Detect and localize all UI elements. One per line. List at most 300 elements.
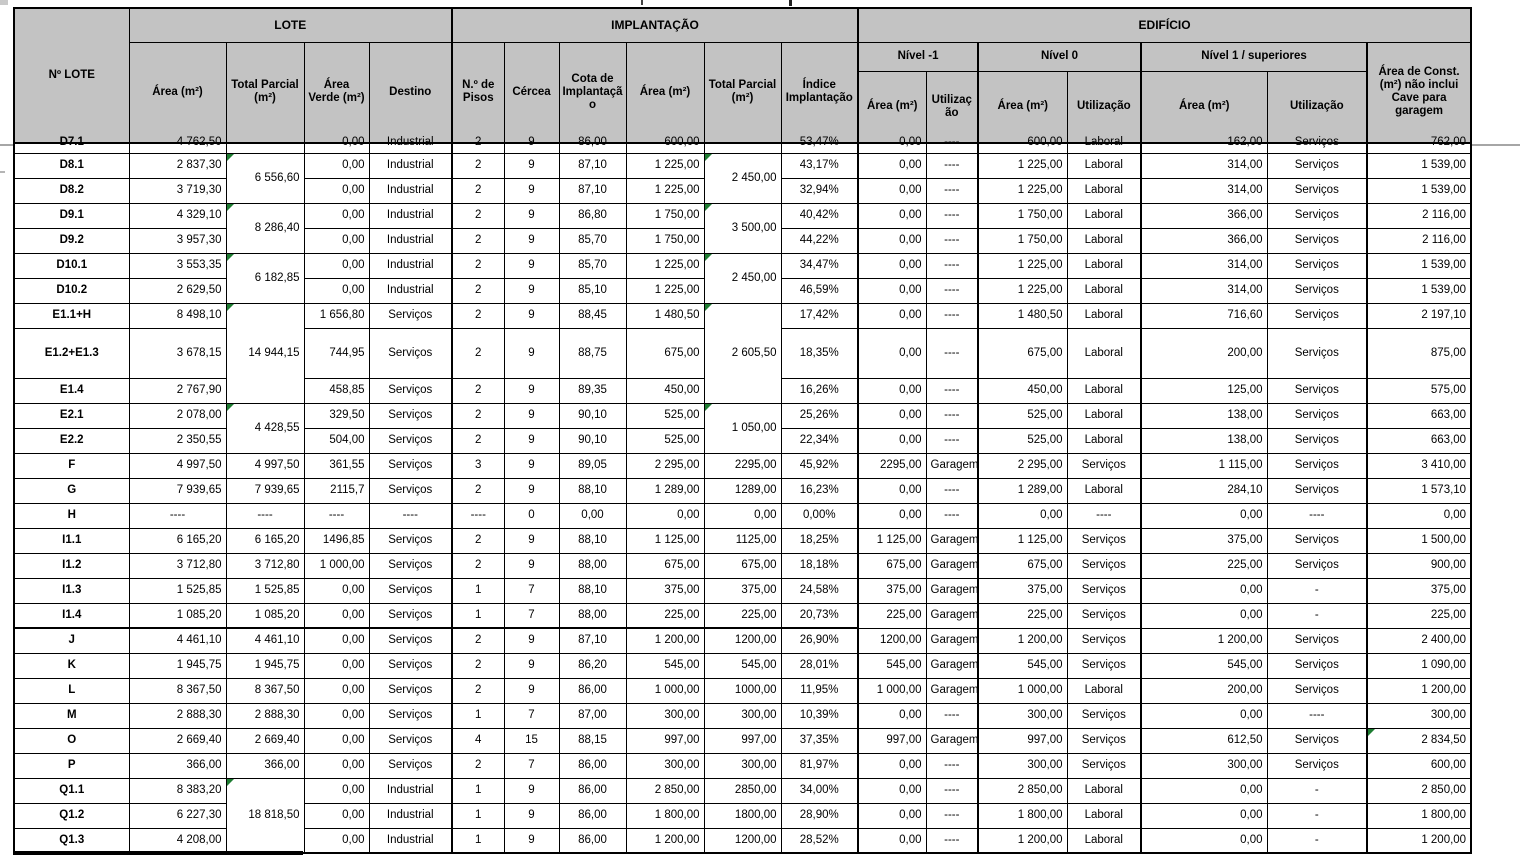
data-cell[interactable]: ---- (926, 328, 978, 378)
data-cell[interactable]: 2 669,40 (226, 728, 304, 753)
data-cell[interactable]: 45,92% (781, 453, 858, 478)
data-cell[interactable]: 1 125,00 (978, 528, 1067, 553)
data-cell[interactable]: Serviços (1267, 378, 1367, 403)
data-cell[interactable]: Laboral (1067, 303, 1141, 328)
data-cell[interactable]: Garagem (926, 453, 978, 478)
data-cell[interactable]: 7 939,65 (129, 478, 226, 503)
data-cell[interactable]: 9 (504, 803, 559, 828)
data-cell[interactable]: 0,00 (858, 253, 926, 278)
data-cell-error-indicator[interactable]: 2 834,50 (1367, 728, 1471, 753)
data-cell[interactable]: Serviços (1267, 178, 1367, 203)
data-cell[interactable]: 2 850,00 (626, 778, 704, 803)
data-cell[interactable]: 300,00 (1367, 703, 1471, 728)
header-cercea[interactable]: Cércea (504, 42, 559, 143)
data-cell[interactable]: 997,00 (704, 728, 781, 753)
data-cell[interactable]: 0,00 (978, 503, 1067, 528)
data-cell[interactable]: 0,00 (858, 778, 926, 803)
data-cell[interactable]: 744,95 (304, 328, 369, 378)
data-cell[interactable]: 9 (504, 403, 559, 428)
data-cell[interactable]: Laboral (1067, 253, 1141, 278)
data-cell[interactable]: 2 078,00 (129, 403, 226, 428)
data-cell-error-indicator[interactable]: 8 286,40 (226, 203, 304, 253)
data-cell[interactable]: 225,00 (858, 603, 926, 628)
data-cell[interactable]: 2 837,30 (129, 153, 226, 178)
data-cell[interactable]: 88,45 (559, 303, 626, 328)
data-cell[interactable]: 6 165,20 (226, 528, 304, 553)
data-cell[interactable]: 1000,00 (704, 678, 781, 703)
header-nivel-0-utilizacao[interactable]: Utilização (1067, 71, 1141, 143)
data-cell[interactable]: 762,00 (1367, 143, 1471, 153)
data-cell[interactable]: 1 200,00 (626, 628, 704, 653)
data-cell[interactable]: ---- (926, 403, 978, 428)
data-cell[interactable]: 125,00 (1141, 378, 1267, 403)
data-cell[interactable]: 663,00 (1367, 403, 1471, 428)
data-cell[interactable]: Serviços (1067, 603, 1141, 628)
data-cell[interactable]: 300,00 (626, 703, 704, 728)
data-cell[interactable]: 17,42% (781, 303, 858, 328)
data-cell[interactable]: 997,00 (858, 728, 926, 753)
data-cell[interactable]: ---- (926, 478, 978, 503)
data-cell[interactable]: 200,00 (1141, 678, 1267, 703)
data-cell[interactable]: 16,26% (781, 378, 858, 403)
data-cell[interactable]: ---- (1067, 503, 1141, 528)
data-cell-error-indicator[interactable]: 4 428,55 (226, 403, 304, 453)
data-cell[interactable]: 2 (452, 478, 504, 503)
data-cell[interactable]: Laboral (1067, 178, 1141, 203)
data-cell[interactable]: 2 669,40 (129, 728, 226, 753)
data-cell[interactable]: 7 (504, 578, 559, 603)
data-cell[interactable]: 3 719,30 (129, 178, 226, 203)
data-cell[interactable]: Serviços (369, 578, 452, 603)
data-cell[interactable]: 1125,00 (704, 528, 781, 553)
data-cell[interactable]: Serviços (369, 678, 452, 703)
data-cell[interactable]: 2 (452, 328, 504, 378)
data-cell[interactable]: 1 (452, 828, 504, 853)
data-cell[interactable]: 9 (504, 528, 559, 553)
data-cell[interactable]: Laboral (1067, 803, 1141, 828)
data-cell-error-indicator[interactable]: 1 050,00 (704, 403, 781, 453)
data-cell[interactable]: Serviços (1067, 453, 1141, 478)
data-cell[interactable]: 2 (452, 628, 504, 653)
data-cell[interactable]: ---- (926, 378, 978, 403)
data-cell[interactable]: 1 (452, 603, 504, 628)
data-cell[interactable]: 53,47% (781, 143, 858, 153)
data-cell[interactable]: - (1267, 803, 1367, 828)
header-nivel-m1[interactable]: Nível -1 (858, 42, 978, 71)
data-cell[interactable]: 1 085,20 (129, 603, 226, 628)
data-cell[interactable]: 1 000,00 (626, 678, 704, 703)
data-cell[interactable]: 90,10 (559, 403, 626, 428)
data-cell[interactable]: 1 573,10 (1367, 478, 1471, 503)
data-cell[interactable]: 1 (452, 803, 504, 828)
data-cell[interactable]: 89,05 (559, 453, 626, 478)
data-cell[interactable]: Serviços (1267, 153, 1367, 178)
data-cell[interactable]: 600,00 (626, 143, 704, 153)
data-cell[interactable]: 545,00 (978, 653, 1067, 678)
data-cell[interactable] (226, 143, 304, 153)
data-cell[interactable]: 1200,00 (704, 828, 781, 853)
data-cell[interactable]: 1496,85 (304, 528, 369, 553)
data-cell[interactable]: 87,10 (559, 153, 626, 178)
data-cell[interactable]: 612,50 (1141, 728, 1267, 753)
data-cell[interactable]: ---- (369, 503, 452, 528)
data-cell[interactable]: 10,39% (781, 703, 858, 728)
data-cell[interactable]: 2 116,00 (1367, 203, 1471, 228)
header-nivel-0-area[interactable]: Área (m²) (978, 71, 1067, 143)
data-cell[interactable]: 1 289,00 (626, 478, 704, 503)
data-cell[interactable]: 716,60 (1141, 303, 1267, 328)
data-cell[interactable]: 9 (504, 228, 559, 253)
data-cell[interactable]: 0,00 (304, 728, 369, 753)
data-cell[interactable]: 8 498,10 (129, 303, 226, 328)
data-cell[interactable]: 3 410,00 (1367, 453, 1471, 478)
data-cell[interactable]: Serviços (1067, 653, 1141, 678)
data-cell[interactable]: 2 295,00 (978, 453, 1067, 478)
data-cell[interactable]: 450,00 (978, 378, 1067, 403)
data-cell[interactable]: 9 (504, 203, 559, 228)
data-cell[interactable]: 1800,00 (704, 803, 781, 828)
data-cell[interactable]: 300,00 (626, 753, 704, 778)
data-cell[interactable]: 200,00 (1141, 328, 1267, 378)
lote-id-cell[interactable]: D7.1 (14, 143, 129, 153)
lote-id-cell[interactable]: H (14, 503, 129, 528)
data-cell[interactable]: 9 (504, 778, 559, 803)
data-cell[interactable]: 525,00 (626, 428, 704, 453)
data-cell[interactable]: 361,55 (304, 453, 369, 478)
data-cell[interactable]: 1 200,00 (1367, 678, 1471, 703)
data-cell[interactable]: 663,00 (1367, 428, 1471, 453)
data-cell[interactable]: Serviços (1267, 278, 1367, 303)
data-cell[interactable]: 997,00 (978, 728, 1067, 753)
data-cell[interactable]: ---- (926, 303, 978, 328)
data-cell[interactable]: 0,00 (304, 153, 369, 178)
data-cell[interactable]: Garagem (926, 653, 978, 678)
data-cell[interactable]: Serviços (369, 303, 452, 328)
data-cell[interactable]: 9 (504, 628, 559, 653)
data-cell[interactable]: Industrial (369, 803, 452, 828)
data-cell[interactable]: Serviços (1267, 728, 1367, 753)
data-cell[interactable]: 1 480,50 (626, 303, 704, 328)
data-cell[interactable]: 1 525,85 (226, 578, 304, 603)
data-cell[interactable]: 2 (452, 153, 504, 178)
data-cell[interactable]: 1 090,00 (1367, 653, 1471, 678)
data-cell[interactable]: 0,00 (1141, 828, 1267, 853)
lote-id-cell[interactable]: D9.2 (14, 228, 129, 253)
header-group-implantacao[interactable]: IMPLANTAÇÃO (452, 8, 858, 42)
data-cell[interactable]: 32,94% (781, 178, 858, 203)
data-cell[interactable]: Industrial (369, 278, 452, 303)
data-cell[interactable]: 1 656,80 (304, 303, 369, 328)
data-cell[interactable]: Garagem (926, 578, 978, 603)
data-cell[interactable]: 504,00 (304, 428, 369, 453)
data-cell[interactable]: 0,00 (858, 503, 926, 528)
data-cell[interactable]: 300,00 (978, 753, 1067, 778)
lote-id-cell[interactable]: D10.2 (14, 278, 129, 303)
data-cell[interactable]: 2295,00 (704, 453, 781, 478)
data-cell[interactable]: 1 225,00 (978, 253, 1067, 278)
data-cell[interactable]: Serviços (1267, 753, 1367, 778)
data-cell[interactable]: 1 289,00 (978, 478, 1067, 503)
data-cell[interactable]: 458,85 (304, 378, 369, 403)
data-cell[interactable]: 1 225,00 (626, 278, 704, 303)
data-cell[interactable]: 9 (504, 478, 559, 503)
data-cell[interactable]: 1200,00 (704, 628, 781, 653)
data-cell[interactable]: 0,00 (858, 378, 926, 403)
data-cell[interactable]: Serviços (369, 603, 452, 628)
lote-id-cell[interactable]: D8.1 (14, 153, 129, 178)
data-cell[interactable]: 2115,7 (304, 478, 369, 503)
data-cell[interactable]: 1289,00 (704, 478, 781, 503)
data-cell[interactable]: Laboral (1067, 778, 1141, 803)
data-cell[interactable]: 2 (452, 653, 504, 678)
data-cell[interactable]: Industrial (369, 253, 452, 278)
data-cell[interactable]: 2 (452, 403, 504, 428)
data-cell[interactable]: 9 (504, 428, 559, 453)
data-cell[interactable]: 875,00 (1367, 328, 1471, 378)
data-cell[interactable]: 7 (504, 603, 559, 628)
data-cell[interactable]: 0,00 (1141, 703, 1267, 728)
data-cell[interactable]: Serviços (1067, 703, 1141, 728)
data-cell[interactable]: 18,25% (781, 528, 858, 553)
data-cell[interactable]: ---- (926, 278, 978, 303)
data-cell[interactable]: 28,01% (781, 653, 858, 678)
data-cell[interactable]: ---- (926, 203, 978, 228)
data-cell[interactable]: 2 197,10 (1367, 303, 1471, 328)
data-cell[interactable]: ---- (926, 703, 978, 728)
data-cell[interactable]: 8 367,50 (129, 678, 226, 703)
data-cell[interactable]: 0,00 (1141, 778, 1267, 803)
data-cell[interactable]: 2 (452, 143, 504, 153)
header-nivel-m1-utilizacao[interactable]: Utilização (926, 71, 978, 143)
data-cell[interactable]: 0,00 (858, 403, 926, 428)
data-cell[interactable]: 88,00 (559, 553, 626, 578)
lote-id-cell[interactable]: D10.1 (14, 253, 129, 278)
data-cell[interactable]: 2 400,00 (1367, 628, 1471, 653)
data-cell[interactable]: 675,00 (978, 328, 1067, 378)
data-cell[interactable]: 34,47% (781, 253, 858, 278)
data-cell[interactable]: Serviços (369, 728, 452, 753)
data-cell[interactable]: 44,22% (781, 228, 858, 253)
data-cell[interactable]: 1 225,00 (978, 278, 1067, 303)
data-cell[interactable]: Industrial (369, 203, 452, 228)
data-cell[interactable]: 46,59% (781, 278, 858, 303)
data-cell[interactable]: Serviços (1267, 143, 1367, 153)
data-cell[interactable]: 1 200,00 (1141, 628, 1267, 653)
data-cell[interactable]: 225,00 (626, 603, 704, 628)
lote-id-cell[interactable]: D8.2 (14, 178, 129, 203)
data-cell[interactable]: 34,00% (781, 778, 858, 803)
data-cell[interactable]: Serviços (369, 553, 452, 578)
data-cell[interactable]: Serviços (1267, 553, 1367, 578)
data-cell[interactable]: 2 888,30 (226, 703, 304, 728)
data-cell[interactable]: 86,00 (559, 828, 626, 853)
data-cell[interactable]: 300,00 (704, 703, 781, 728)
data-cell[interactable]: Industrial (369, 778, 452, 803)
data-cell[interactable]: ---- (926, 778, 978, 803)
data-cell[interactable]: 525,00 (626, 403, 704, 428)
header-area-const[interactable]: Área de Const. (m²) não inclui Cave para garagem (1367, 42, 1471, 143)
data-cell[interactable]: 7 939,65 (226, 478, 304, 503)
data-cell[interactable]: 2 (452, 278, 504, 303)
data-cell[interactable]: 2 (452, 178, 504, 203)
data-cell[interactable]: 0,00 (304, 828, 369, 853)
data-cell[interactable]: 1 539,00 (1367, 278, 1471, 303)
data-cell[interactable]: 375,00 (704, 578, 781, 603)
data-cell[interactable]: 2 850,00 (1367, 778, 1471, 803)
data-cell[interactable]: 2 888,30 (129, 703, 226, 728)
data-cell[interactable]: 162,00 (1141, 143, 1267, 153)
data-cell[interactable]: 88,75 (559, 328, 626, 378)
data-cell[interactable]: - (1267, 828, 1367, 853)
data-cell[interactable]: 675,00 (626, 328, 704, 378)
data-cell[interactable]: Serviços (369, 328, 452, 378)
data-cell[interactable]: 545,00 (858, 653, 926, 678)
data-cell[interactable]: Laboral (1067, 278, 1141, 303)
data-cell[interactable]: 997,00 (626, 728, 704, 753)
data-cell[interactable]: 24,58% (781, 578, 858, 603)
data-cell[interactable]: Laboral (1067, 153, 1141, 178)
data-cell[interactable]: 1200,00 (858, 628, 926, 653)
data-cell[interactable]: Serviços (1267, 628, 1367, 653)
data-cell[interactable]: 0,00 (559, 503, 626, 528)
data-cell[interactable]: - (1267, 778, 1367, 803)
header-implantacao-total-parcial[interactable]: Total Parcial (m²) (704, 42, 781, 143)
lote-id-cell[interactable]: E1.2+E1.3 (14, 328, 129, 378)
data-cell[interactable]: Serviços (1267, 253, 1367, 278)
data-cell[interactable]: 85,70 (559, 228, 626, 253)
header-nivel-0[interactable]: Nível 0 (978, 42, 1141, 71)
data-cell[interactable]: 2 850,00 (978, 778, 1067, 803)
lote-id-cell[interactable]: M (14, 703, 129, 728)
lote-id-cell[interactable]: I1.2 (14, 553, 129, 578)
data-cell[interactable]: 1 539,00 (1367, 253, 1471, 278)
data-cell[interactable]: 0,00 (858, 278, 926, 303)
data-cell[interactable]: 0,00 (304, 178, 369, 203)
data-cell[interactable]: 86,00 (559, 803, 626, 828)
data-cell[interactable]: 9 (504, 253, 559, 278)
data-cell[interactable]: 1 750,00 (626, 228, 704, 253)
header-nivel-1-area[interactable]: Área (m²) (1141, 71, 1267, 143)
data-cell[interactable]: 138,00 (1141, 428, 1267, 453)
data-cell[interactable]: Serviços (1267, 478, 1367, 503)
data-cell[interactable]: Industrial (369, 143, 452, 153)
data-cell[interactable]: 0,00 (304, 278, 369, 303)
data-cell[interactable]: 86,00 (559, 143, 626, 153)
data-cell[interactable]: 0,00 (626, 503, 704, 528)
data-cell[interactable]: 9 (504, 553, 559, 578)
data-cell[interactable]: 89,35 (559, 378, 626, 403)
data-cell[interactable]: - (1267, 603, 1367, 628)
data-cell[interactable]: 0,00 (1141, 503, 1267, 528)
data-cell[interactable]: 545,00 (1141, 653, 1267, 678)
data-cell-error-indicator[interactable]: 6 556,60 (226, 153, 304, 203)
data-cell[interactable]: 88,15 (559, 728, 626, 753)
data-cell[interactable]: 4 208,00 (129, 828, 226, 853)
data-cell[interactable]: Serviços (1067, 628, 1141, 653)
data-cell[interactable]: 1 200,00 (978, 628, 1067, 653)
data-cell[interactable]: Serviços (369, 453, 452, 478)
data-cell[interactable]: 0,00 (858, 428, 926, 453)
data-cell[interactable]: 1 000,00 (978, 678, 1067, 703)
data-cell[interactable]: 85,10 (559, 278, 626, 303)
data-cell[interactable]: 225,00 (1141, 553, 1267, 578)
data-cell[interactable]: Industrial (369, 178, 452, 203)
data-cell[interactable]: Serviços (1067, 528, 1141, 553)
data-cell[interactable]: 1 200,00 (978, 828, 1067, 853)
data-cell[interactable]: 0,00% (781, 503, 858, 528)
data-cell[interactable]: 87,10 (559, 178, 626, 203)
data-cell[interactable]: 375,00 (858, 578, 926, 603)
data-cell[interactable]: 225,00 (978, 603, 1067, 628)
data-cell[interactable]: 86,80 (559, 203, 626, 228)
lote-id-cell[interactable]: Q1.2 (14, 803, 129, 828)
data-cell[interactable]: Laboral (1067, 428, 1141, 453)
data-cell[interactable]: 0,00 (1141, 603, 1267, 628)
data-cell[interactable]: Serviços (1267, 328, 1367, 378)
data-cell[interactable]: Laboral (1067, 378, 1141, 403)
data-cell[interactable]: Serviços (369, 703, 452, 728)
data-cell[interactable]: 88,00 (559, 603, 626, 628)
data-cell[interactable]: Serviços (1267, 203, 1367, 228)
data-cell[interactable]: 1 800,00 (1367, 803, 1471, 828)
data-cell[interactable]: Laboral (1067, 828, 1141, 853)
data-cell[interactable]: 0,00 (704, 503, 781, 528)
data-cell[interactable]: 3 957,30 (129, 228, 226, 253)
data-cell[interactable]: 1 (452, 703, 504, 728)
data-cell[interactable]: Serviços (369, 753, 452, 778)
data-cell[interactable]: 6 227,30 (129, 803, 226, 828)
data-cell[interactable]: 1 480,50 (978, 303, 1067, 328)
data-cell[interactable]: 600,00 (978, 143, 1067, 153)
data-cell[interactable]: 2 (452, 378, 504, 403)
data-cell[interactable]: Serviços (1267, 228, 1367, 253)
data-cell[interactable]: 1 539,00 (1367, 153, 1471, 178)
lote-id-cell[interactable]: E2.1 (14, 403, 129, 428)
data-cell[interactable]: ---- (926, 178, 978, 203)
data-cell[interactable]: 314,00 (1141, 278, 1267, 303)
data-cell[interactable]: Serviços (369, 378, 452, 403)
data-cell[interactable]: 314,00 (1141, 253, 1267, 278)
data-cell[interactable]: 2 767,90 (129, 378, 226, 403)
data-cell[interactable]: 90,10 (559, 428, 626, 453)
data-cell[interactable]: 1 800,00 (978, 803, 1067, 828)
data-cell[interactable]: 0,00 (858, 703, 926, 728)
data-cell[interactable]: 0,00 (858, 153, 926, 178)
data-cell[interactable]: 1 539,00 (1367, 178, 1471, 203)
data-cell[interactable]: 225,00 (1367, 603, 1471, 628)
data-cell[interactable]: Serviços (369, 403, 452, 428)
data-cell[interactable]: 1 225,00 (978, 178, 1067, 203)
data-cell[interactable]: ---- (1267, 503, 1367, 528)
lote-id-cell[interactable]: D9.1 (14, 203, 129, 228)
data-cell[interactable]: 86,00 (559, 778, 626, 803)
data-cell[interactable]: 1 (452, 778, 504, 803)
data-cell[interactable]: ---- (926, 228, 978, 253)
data-cell-error-indicator[interactable]: 14 944,15 (226, 303, 304, 403)
data-cell[interactable]: 8 367,50 (226, 678, 304, 703)
data-cell[interactable]: 2 (452, 428, 504, 453)
data-cell[interactable]: Serviços (1267, 453, 1367, 478)
data-cell[interactable]: 1 125,00 (858, 528, 926, 553)
lote-id-cell[interactable]: Q1.1 (14, 778, 129, 803)
data-cell[interactable]: 1 945,75 (129, 653, 226, 678)
data-cell[interactable]: 4 997,50 (226, 453, 304, 478)
data-cell[interactable]: 1 225,00 (626, 253, 704, 278)
data-cell[interactable]: Garagem (926, 553, 978, 578)
header-nivel-1[interactable]: Nível 1 / superiores (1141, 42, 1367, 71)
data-cell[interactable]: - (1267, 578, 1367, 603)
data-cell[interactable]: Industrial (369, 228, 452, 253)
